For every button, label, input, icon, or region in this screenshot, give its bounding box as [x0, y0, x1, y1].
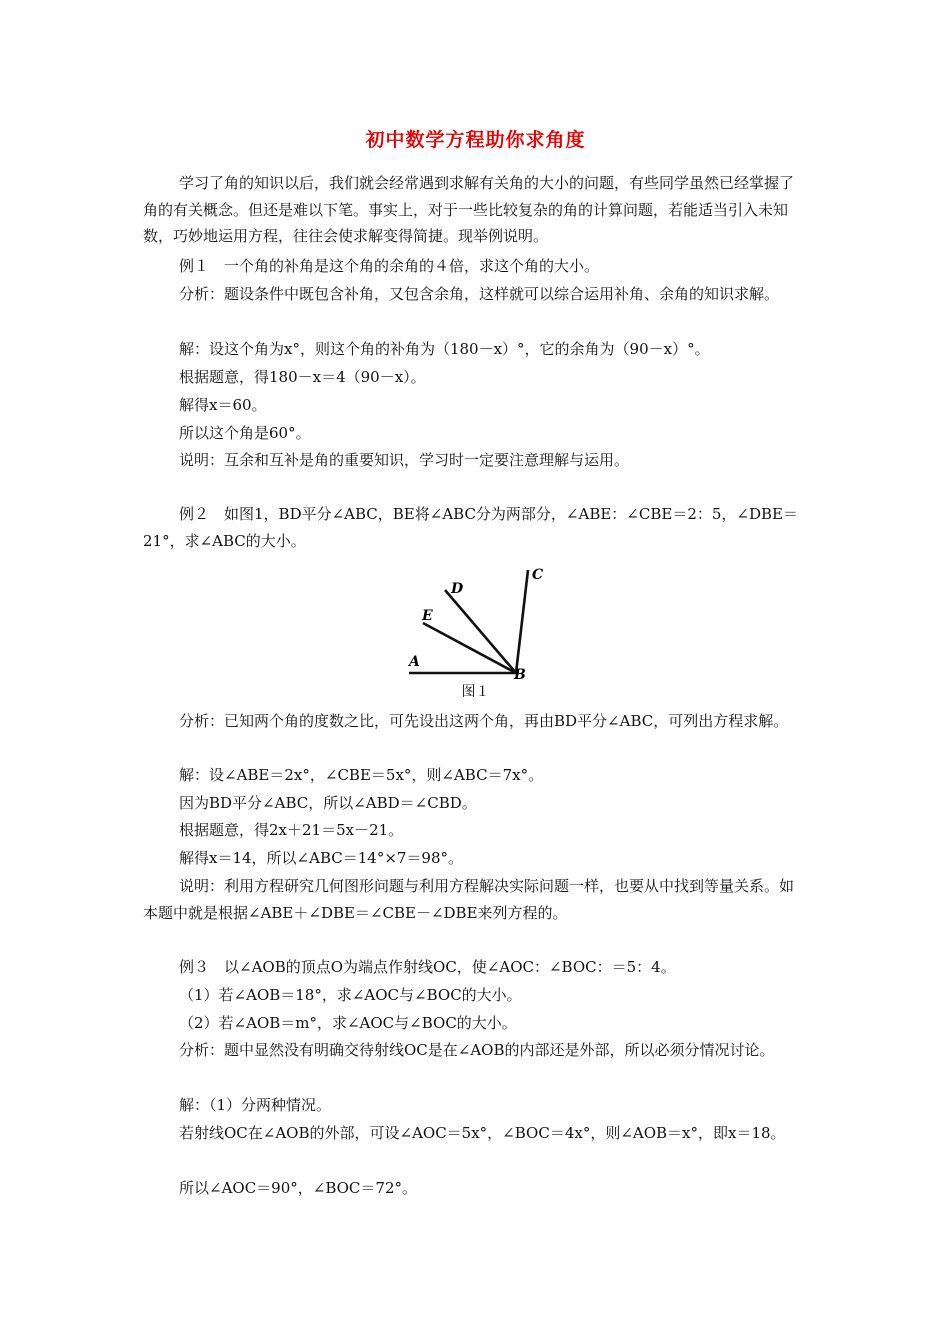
ray-bd — [445, 590, 516, 673]
figure-1-caption: 图１ — [461, 684, 490, 700]
document-title: 初中数学方程助你求角度 — [365, 129, 586, 151]
label-d: D — [451, 581, 464, 597]
example-3-analysis: 分析：题中显然没有明确交待射线OC是在∠AOB的内部还是外部，所以必须分情况讨论。 — [179, 1041, 775, 1059]
example-2-note: 说明：利用方程研究几何图形问题与利用方程解决实际问题一样，也要从中找到等量关系。如本题中就是根据∠ABE＋∠DBE＝∠CBE－∠DBE来列方程的。 — [143, 877, 795, 922]
example-1-statement: 例１ 一个角的补角是这个角的余角的４倍，求这个角的大小。 — [179, 257, 600, 275]
example-3-case-outside: 若射线OC在∠AOB的外部，可设∠AOC＝5x°，∠BOC＝4x°，则∠AOB＝x°，即x＝18。 — [179, 1124, 786, 1142]
example-1-answer: 所以这个角是60°。 — [179, 424, 311, 442]
example-2-equation: 根据题意，得2x＋21＝5x－21。 — [179, 821, 404, 839]
label-c: C — [532, 567, 544, 583]
example-1-result: 解得x＝60。 — [179, 396, 267, 414]
example-3-statement: 例３ 以∠AOB的顶点O为端点作射线OC，使∠AOC：∠BOC：＝5：4。 — [179, 958, 676, 976]
example-3-case-answer: 所以∠AOC＝90°，∠BOC＝72°。 — [179, 1179, 417, 1197]
ray-be — [423, 623, 516, 673]
ray-bc — [516, 570, 528, 673]
figure-1-diagram — [405, 563, 545, 681]
example-3-solution-intro: 解：（1）分两种情况。 — [179, 1096, 332, 1114]
example-2-bisector: 因为BD平分∠ABC，所以∠ABD＝∠CBD。 — [179, 794, 477, 812]
example-1-analysis: 分析：题设条件中既包含补角，又包含余角，这样就可以综合运用补角、余角的知识求解。 — [179, 285, 780, 303]
example-3-part-1: （1）若∠AOB＝18°，求∠AOC与∠BOC的大小。 — [179, 986, 522, 1004]
label-b: B — [514, 667, 526, 683]
intro-paragraph: 学习了角的知识以后，我们就会经常遇到求解有关角的大小的问题，有些同学虽然已经掌握了角的有关概念。但还是难以下笔。事实上，对于一些比较复杂的角的计算问题，若能适当引入未知数，巧妙地运用方程，往往会使求解变得简捷。现举例说明。 — [143, 174, 795, 245]
example-1-solution: 解：设这个角为x°，则这个角的补角为（180－x）°，它的余角为（90－x）°。 — [179, 340, 710, 358]
example-2-analysis: 分析：已知两个角的度数之比，可先设出这两个角，再由BD平分∠ABC，可列出方程求解。 — [179, 712, 789, 730]
example-2-statement: 例２ 如图1，BD平分∠ABC，BE将∠ABC分为两部分，∠ABE：∠CBE＝2：5，∠DBE＝21°，求∠ABC的大小。 — [143, 505, 798, 550]
example-1-equation: 根据题意，得180－x＝4（90－x）。 — [179, 368, 426, 386]
example-2-answer: 解得x＝14，所以∠ABC＝14°×7＝98°。 — [179, 849, 464, 867]
example-2-solution: 解：设∠ABE＝2x°，∠CBE＝5x°，则∠ABC＝7x°。 — [179, 766, 544, 784]
label-e: E — [422, 608, 433, 624]
label-a: A — [409, 654, 420, 670]
example-3-part-2: （2）若∠AOB＝m°，求∠AOC与∠BOC的大小。 — [179, 1014, 517, 1032]
example-1-note: 说明：互余和互补是角的重要知识，学习时一定要注意理解与运用。 — [179, 451, 630, 469]
